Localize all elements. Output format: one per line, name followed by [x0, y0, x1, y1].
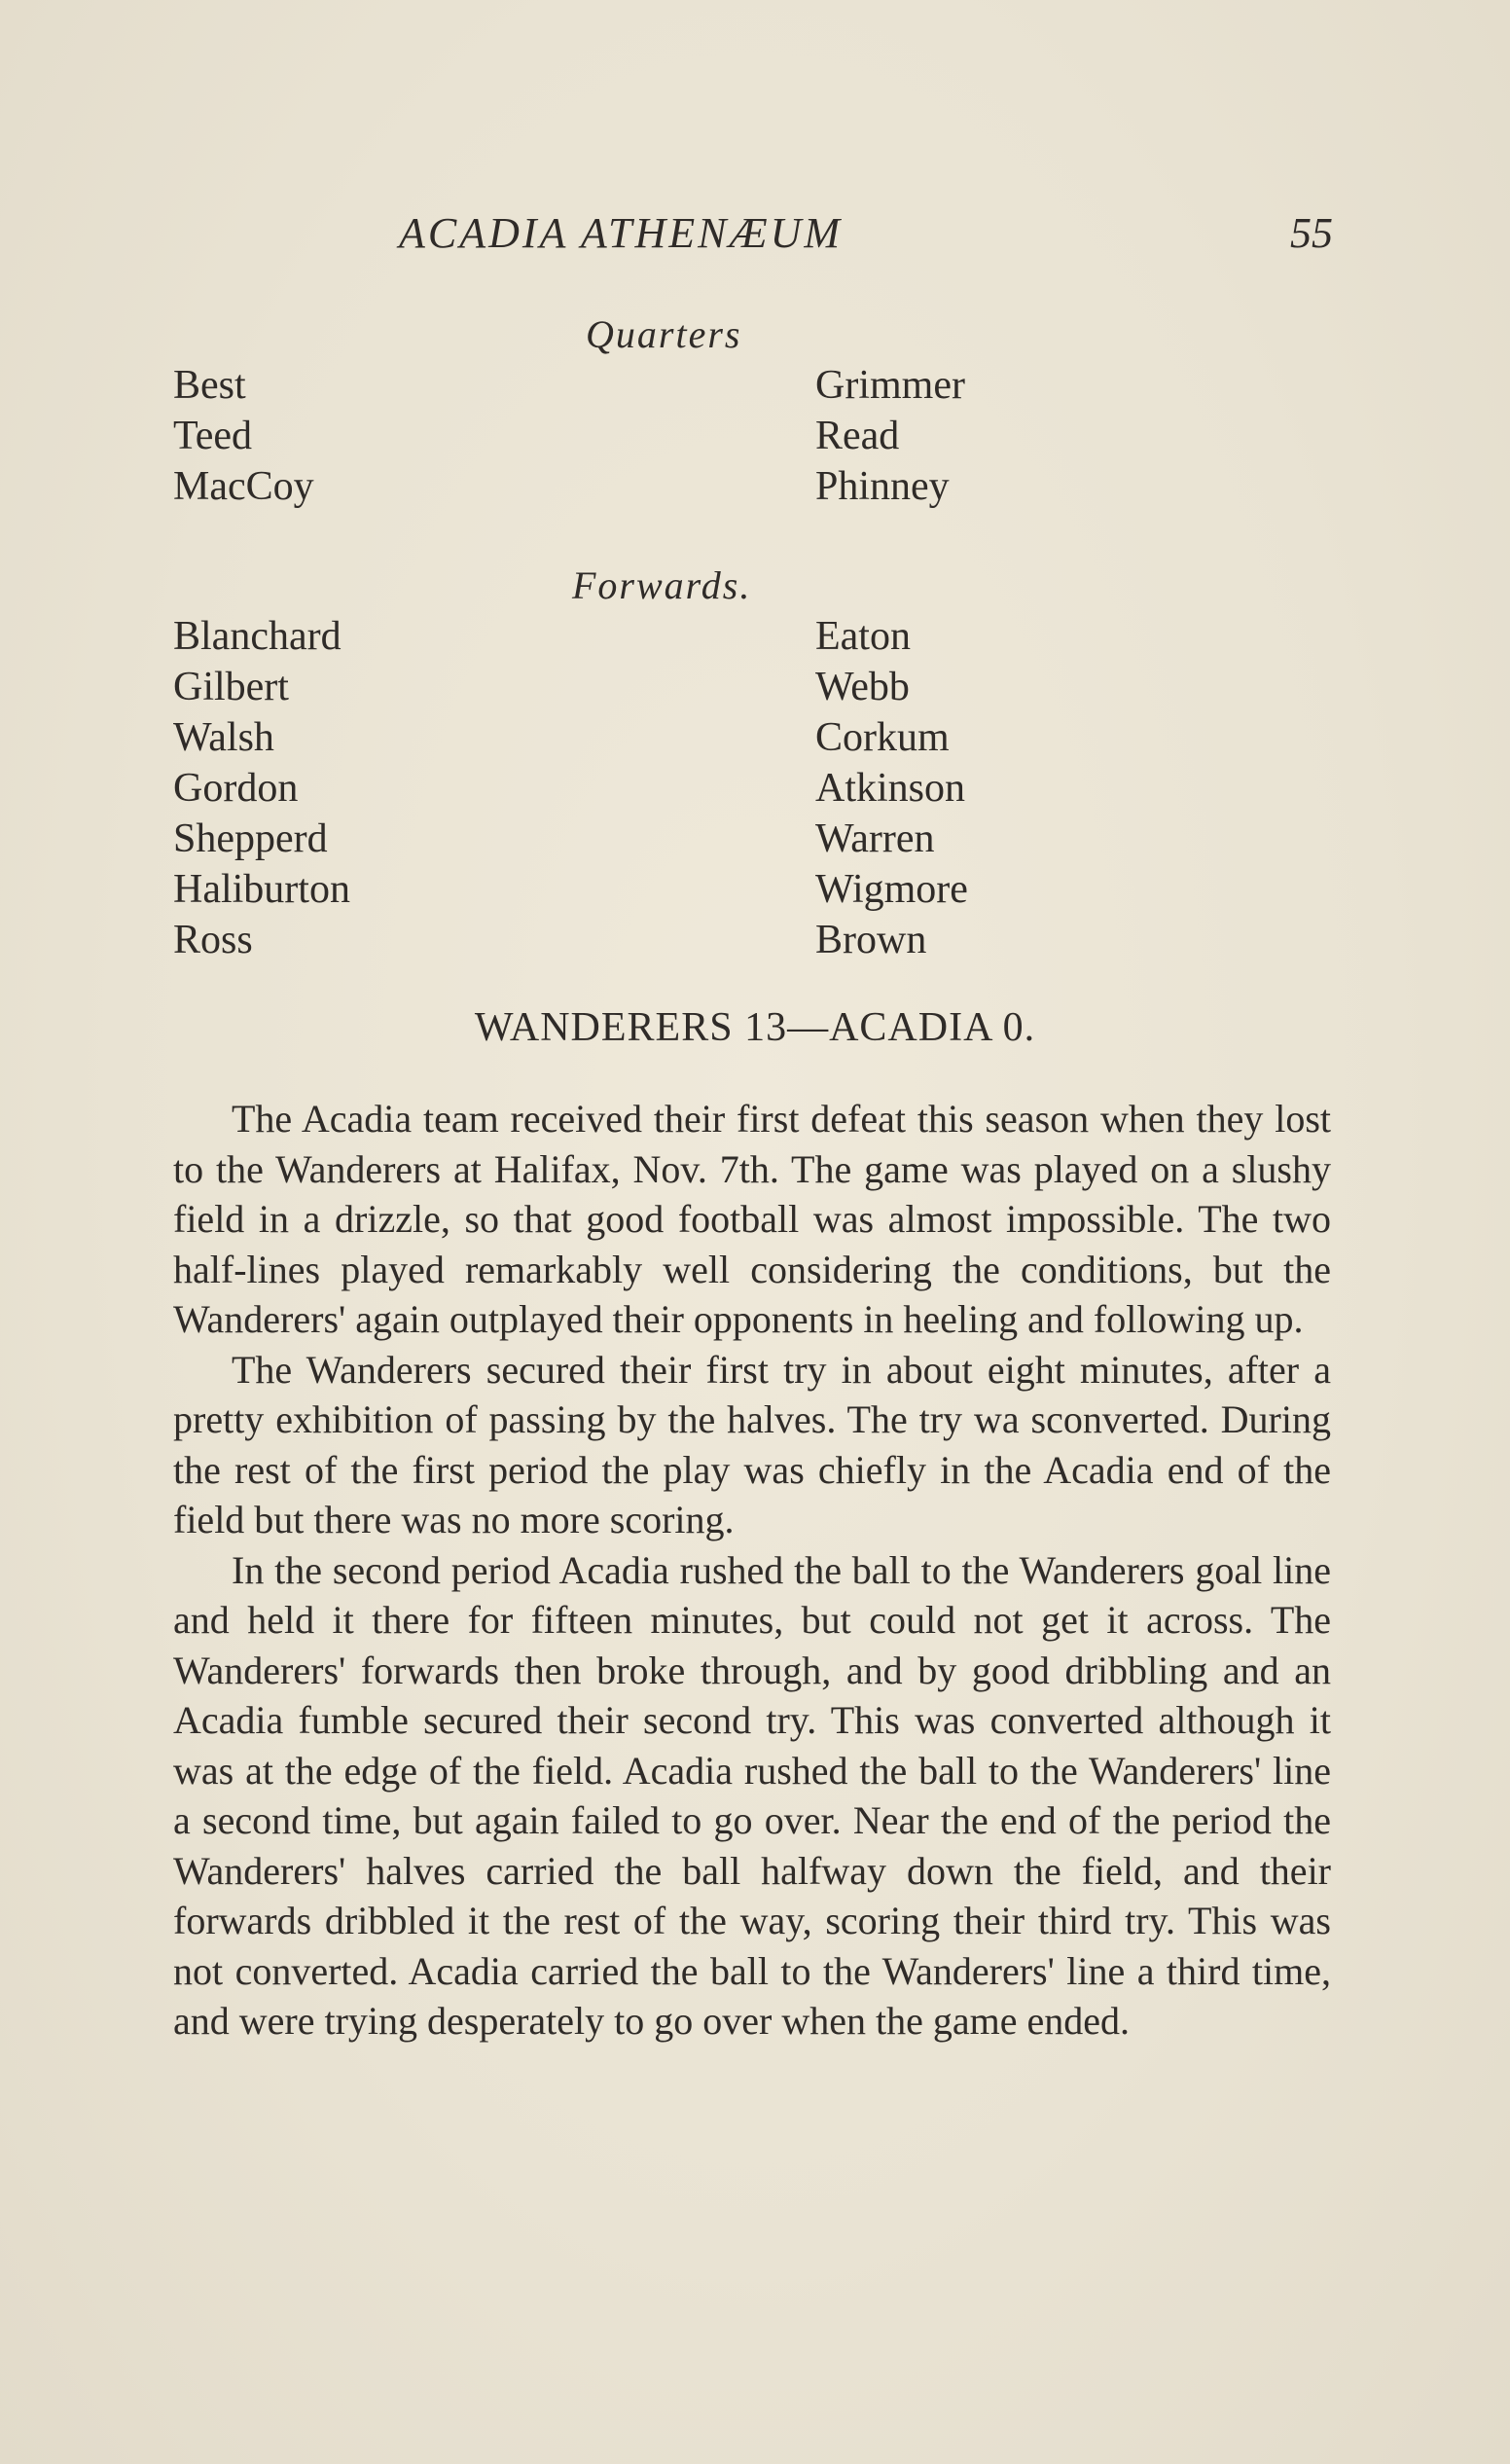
player-name: Phinney	[815, 464, 950, 509]
player-name: Haliburton	[173, 867, 350, 912]
player-name: Teed	[173, 414, 253, 458]
player-name: Eaton	[815, 614, 911, 659]
player-name: Atkinson	[815, 766, 966, 811]
player-name: Wigmore	[815, 867, 968, 912]
forwards-heading: Forwards.	[572, 563, 752, 607]
player-name: Warren	[815, 816, 935, 861]
player-name: Shepperd	[173, 816, 328, 861]
page-number: 55	[1290, 209, 1333, 257]
quarters-acadia-column	[173, 360, 314, 512]
player-name: Brown	[815, 918, 927, 962]
player-name: MacCoy	[173, 464, 314, 509]
player-name: Corkum	[815, 715, 950, 760]
player-name: Gordon	[173, 766, 299, 811]
running-header	[399, 208, 1333, 267]
player-name: Webb	[815, 665, 910, 709]
paragraph: In the second period Acadia rushed the ball to the Wanderers goal line and held it there for fifteen minutes, but could not get it across. The Wanderers' forwards then broke through, and by good dribbling and an Acadia fumble secured their second try. This was converted although it was at the edge of the field. Acadia rushed the ball to the Wanderers' line a second time, but again failed to go over. Near the end of the period the Wanderers' halves carried the ball halfway down the field, and their forwards dribbled it the rest of the way, scoring their third try. This was not converted. Acadia carried the ball to the Wanderers' line a third time, and were trying desperately to go over when the game ended.	[173, 1547, 1331, 2043]
player-name: Walsh	[173, 715, 274, 760]
player-name: Blanchard	[173, 614, 342, 659]
forwards-acadia-column	[173, 611, 350, 965]
forwards-opponents-column	[815, 611, 968, 965]
quarters-opponents-column	[815, 360, 965, 512]
match-score-heading: WANDERERS 13—ACADIA 0.	[474, 1005, 1036, 1050]
player-name: Best	[173, 363, 246, 408]
player-name: Read	[815, 414, 900, 458]
player-name: Gilbert	[173, 665, 289, 709]
player-name: Ross	[173, 918, 253, 962]
paragraph: The Wanderers secured their first try in about eight minutes, after a pretty exhibition of passing by the halves. The try wa sconverted. During the rest of the first period the play was chiefly in the Acadia end of the field but there was no more scoring.	[173, 1347, 1331, 1541]
journal-title: ACADIA ATHENÆUM	[399, 209, 844, 257]
quarters-heading: Quarters	[586, 312, 742, 356]
player-name: Grimmer	[815, 363, 965, 408]
article-body	[173, 1094, 1331, 2047]
paragraph: The Acadia team received their first defeat this season when they lost to the Wanderers at Halifax, Nov. 7th. The game was played on a slushy field in a drizzle, so that good football was almost impossible. The two half-lines played remarkably well considering the conditions, but the Wanderers' again outplayed their opponents in heeling and following up.	[173, 1097, 1331, 1341]
